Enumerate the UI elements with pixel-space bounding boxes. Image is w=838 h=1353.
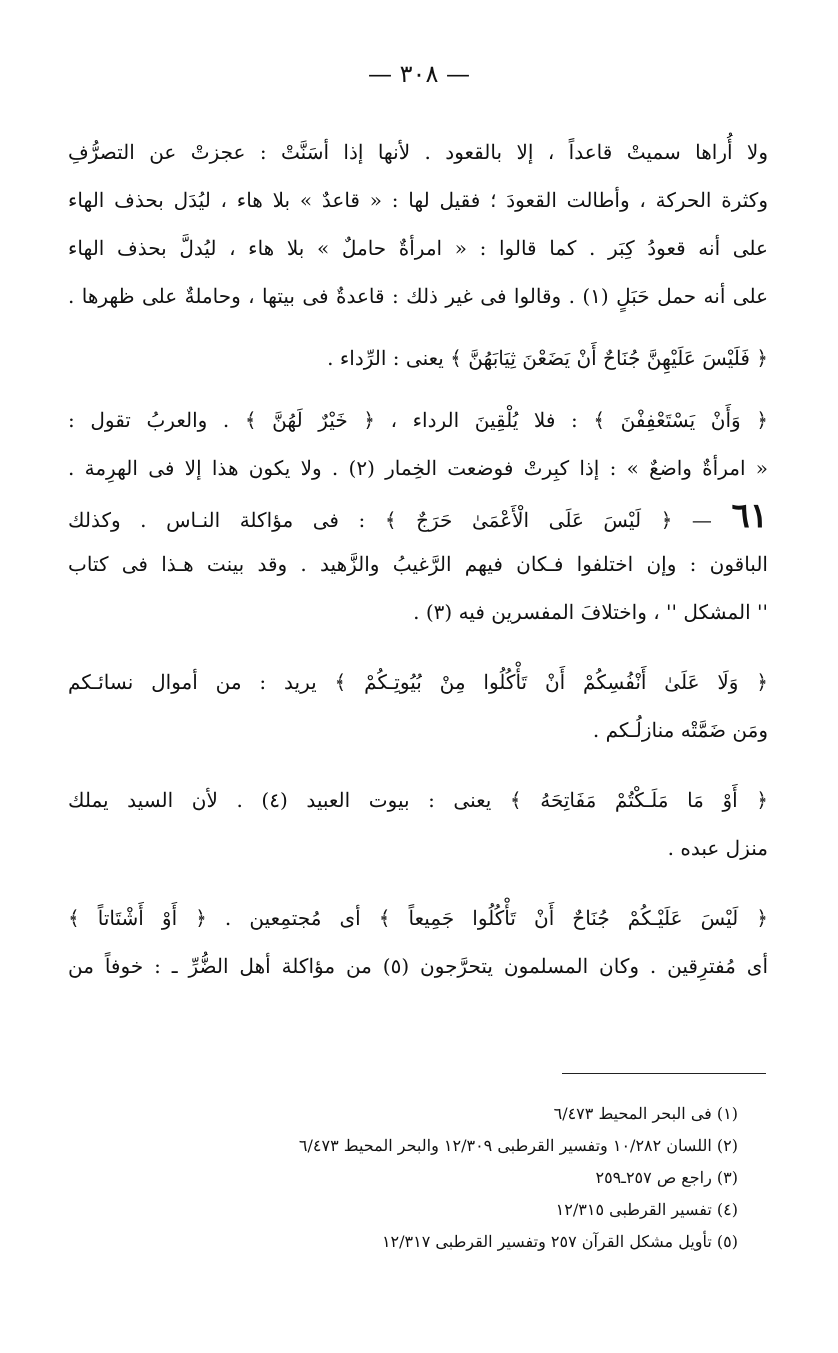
verse-heading-text: — ﴿ لَيْسَ عَلَى الْأَعْمَىٰ حَرَجٌ ﴾ : فى مؤاكلة النـاس . وكذلك: [68, 508, 712, 532]
main-text: [68, 128, 768, 990]
verse-heading-line: [68, 492, 768, 540]
text-line: أى مُفترِقين . وكان المسلمون يتحرَّجون (٥) من مؤاكلة أهل الضُّرِّ ـ : خوفاً من: [68, 954, 768, 978]
footnotes: [100, 1098, 738, 1258]
footnote: (٥) تأويل مشكل القرآن ٢٥٧ وتفسير القرطبى ١٢/٣١٧: [381, 1232, 738, 1251]
text-line: ومَن ضَمَّتْه منازلُـكم .: [592, 718, 768, 742]
footnote: (٣) راجع ص ٢٥٧ـ٢٥٩: [595, 1168, 738, 1187]
text-line: ولا أُراها سميتْ قاعداً ، إلا بالقعود . لأنها إذا أسَنَّتْ : عجزتْ عن التصرُّفِ: [68, 140, 768, 164]
text-line: على أنه قعودُ كِبَر . كما قالوا : « امرأةٌ حاملٌ » بلا هاء ، ليُدلَّ بحذف الهاء: [68, 236, 768, 260]
footnote: (٤) تفسير القرطبى ١٢/٣١٥: [555, 1200, 738, 1219]
text-line: منزل عبده .: [667, 836, 768, 860]
text-line: ﴿ وَلَا عَلَىٰ أَنْفُسِكُمْ أَنْ تَأْكُلُوا مِنْ بُيُوتِـكُمْ ﴾ يريد : من أموال نسائـكم: [68, 670, 768, 694]
footnote: (١) فى البحر المحيط ٦/٤٧٣: [553, 1104, 738, 1123]
text-line: وكثرة الحركة ، وأطالت القعودَ ؛ فقيل لها : « قاعدٌ » بلا هاء ، ليُدَل بحذف الهاء: [68, 188, 768, 212]
text-line: ﴿ فَلَيْسَ عَلَيْهِنَّ جُنَاحٌ أَنْ يَضَعْنَ ثِيَابَهُنَّ ﴾ يعنى : الرِّداء .: [327, 346, 768, 370]
verse-number: ٦١: [731, 496, 768, 536]
text-line: ﴿ وَأَنْ يَسْتَعْفِفْنَ ﴾ : فلا يُلْقِينَ الرداء ، ﴿ خَيْرٌ لَهُنَّ ﴾ . والعربُ تقول :: [68, 408, 768, 432]
page-number: — ٣٠٨ —: [368, 60, 470, 88]
text-line: « امرأةٌ واضعٌ » : إذا كبِرتْ فوضعت الخِمار (٢) . ولا يكون هذا إلا فى الهرِمة .: [68, 456, 768, 480]
text-line: '' المشكل '' ، واختلافَ المفسرين فيه (٣) .: [413, 600, 768, 624]
text-line: على أنه حمل حَبَلٍ (١) . وقالوا فى غير ذلك : قاعدةٌ فى بيتها ، وحاملةٌ على ظهرها .: [68, 284, 768, 308]
text-line: الباقون : وإن اختلفوا فـكان فيهم الرَّغيبُ والزَّهيد . وقد بينت هـذا فى كتاب: [68, 552, 768, 576]
text-line: ﴿ لَيْسَ عَلَيْـكُمْ جُنَاحٌ أَنْ تَأْكُلُوا جَمِيعاً ﴾ أى مُجتمِعين . ﴿ أَوْ أَشْتَاتاً ﴾: [68, 906, 768, 930]
footnote-separator: [562, 1073, 766, 1074]
text-line: ﴿ أَوْ مَا مَلَـكْتُمْ مَفَاتِحَهُ ﴾ يعنى : بيوت العبيد (٤) . لأن السيد يملك: [68, 788, 768, 812]
footnote: (٢) اللسان ١٠/٢٨٢ وتفسير القرطبى ١٢/٣٠٩ والبحر المحيط ٦/٤٧٣: [298, 1136, 738, 1155]
